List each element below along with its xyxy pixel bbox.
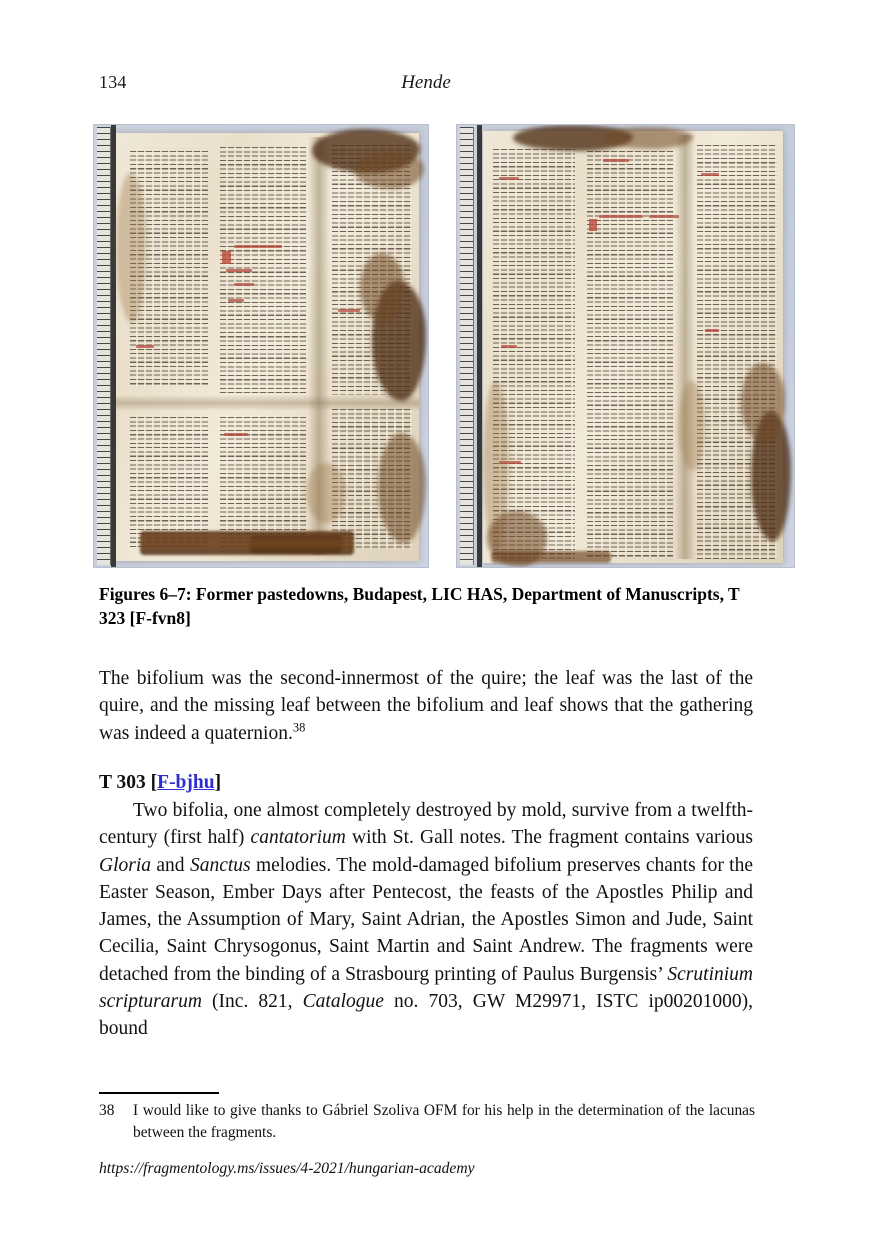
title-scrutinium-scripturarum: Scrutinium scripturarum bbox=[99, 963, 753, 1013]
bracket-open: [ bbox=[150, 772, 158, 793]
page-number: 134 bbox=[99, 72, 127, 92]
photo-shadow-edge bbox=[477, 125, 482, 567]
fragmentarium-link[interactable]: F-bjhu bbox=[157, 772, 215, 793]
bracket-close: ] bbox=[214, 772, 222, 793]
footnote-reference-38[interactable]: 38 bbox=[292, 720, 306, 735]
para2-segment-3: and bbox=[151, 854, 190, 876]
para2-segment-2: with St. Gall notes. The fragment contains various bbox=[345, 827, 753, 849]
parchment-leaf bbox=[483, 131, 783, 563]
chant-gloria: Gloria bbox=[99, 854, 152, 876]
footnote-38 bbox=[99, 1100, 755, 1143]
figure-6-photo bbox=[93, 124, 429, 568]
figure-caption: Figures 6–7: Former pastedowns, Budapest, LIC HAS, Department of Manuscripts, T 323 [F-fvn8] bbox=[99, 584, 740, 628]
paragraph-text: The bifolium was the second-innermost of the quire; the leaf was the last of the quire, and the missing leaf between the bifolium and leaf shows that the gathering was indeed a quaternion. bbox=[99, 668, 753, 744]
para2-segment-1: Two bifolia, one almost completely destroyed by mold, survive from a twelfth-century (first half) bbox=[99, 800, 753, 849]
para2-segment-4: melodies. The mold-damaged bifolium preserves chants for the Easter Season, Ember Days after Pentecost, the feasts of the Apostles Philip and James, the Assumption of Mary, Saint Adrian, the Apostles Simon and Jude, Saint Cecilia, Saint Chrysogonus, Saint Martin and Saint Andrew. The fragments were detached from the binding of a Strasbourg printing of Paulus Burgensis’ bbox=[99, 854, 754, 985]
paragraph-t303-description bbox=[99, 797, 753, 1043]
scale-ruler-icon bbox=[97, 127, 111, 565]
para2-segment-6: no. 703, GW M29971, ISTC ip00201000), bound bbox=[99, 991, 753, 1040]
footer-url[interactable]: https://fragmentology.ms/issues/4-2021/hungarian-academy bbox=[99, 1160, 475, 1177]
footnote-number: 38 bbox=[99, 1102, 115, 1119]
section-heading-t303 bbox=[99, 769, 753, 796]
footnote-separator-rule bbox=[99, 1092, 219, 1094]
parchment-leaf bbox=[116, 133, 419, 561]
para2-segment-5: (Inc. 821, bbox=[201, 991, 303, 1013]
chant-sanctus: Sanctus bbox=[189, 854, 251, 876]
running-title: Hende bbox=[401, 72, 451, 93]
scale-ruler-icon bbox=[460, 127, 474, 565]
figure-block bbox=[93, 124, 795, 568]
running-head bbox=[99, 72, 753, 98]
title-cantatorium: cantatorium bbox=[250, 827, 346, 849]
footnote-text: I would like to give thanks to Gábriel Szoliva OFM for his help in the determination of the lacunas between the fragments. bbox=[133, 1102, 755, 1141]
title-catalogue: Catalogue bbox=[302, 991, 384, 1013]
shelfmark-label: T 303 bbox=[99, 772, 146, 793]
paragraph-bifolium-quire bbox=[99, 665, 753, 747]
figure-7-photo bbox=[456, 124, 795, 568]
